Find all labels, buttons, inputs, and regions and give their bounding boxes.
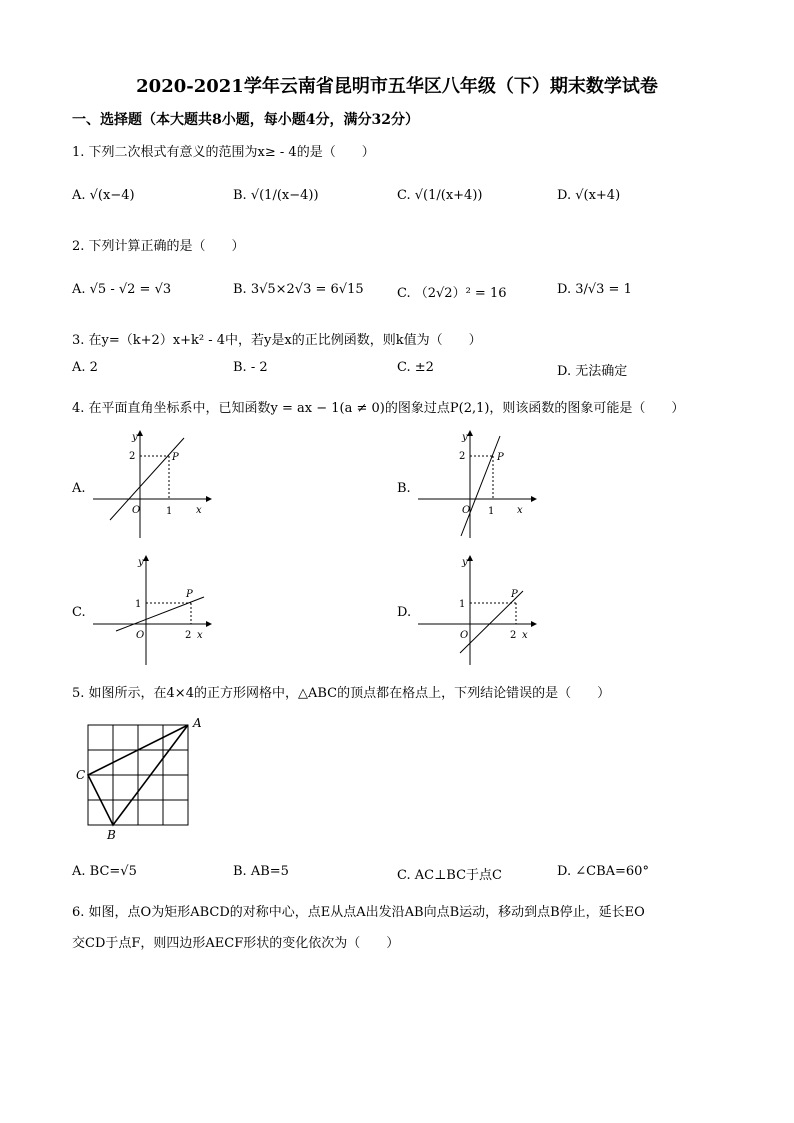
- page-title: 2020-2021学年云南省昆明市五华区八年级（下）期末数学试卷: [136, 76, 658, 97]
- question-5-stem: 5. 如图所示，在4×4的正方形网格中，△ABC的顶点都在格点上，下列结论错误的是（ ）: [72, 686, 611, 701]
- q1-option-c[interactable]: C. √(1/(x+4)): [397, 188, 483, 203]
- graph-c-x-label: x: [197, 630, 203, 641]
- q4-graph-b: [413, 428, 543, 552]
- q2-option-a[interactable]: A. √5 - √2 = √3: [72, 282, 172, 297]
- graph-d-tick-2: 2: [510, 630, 517, 641]
- graph-c-point-p: P: [186, 589, 193, 600]
- question-6-stem-line2: 交CD于点F，则四边形AECF形状的变化依次为（ ）: [72, 936, 400, 951]
- q4-graph-a: [88, 428, 218, 552]
- q1-option-b[interactable]: B. √(1/(x−4)): [233, 188, 319, 203]
- question-6-stem-line1: 6. 如图，点O为矩形ABCD的对称中心，点E从点A出发沿AB向点B运动，移动到点B停止，延长EO: [72, 905, 645, 920]
- q4-option-c[interactable]: C.: [72, 605, 86, 620]
- q4-graph-d: [413, 553, 543, 677]
- q4-option-a[interactable]: A.: [72, 481, 86, 496]
- question-2-stem: 2. 下列计算正确的是（ ）: [72, 239, 245, 254]
- graph-b-origin: O: [462, 505, 471, 516]
- q4-option-b[interactable]: B.: [397, 481, 411, 496]
- q2-option-d[interactable]: D. 3/√3 = 1: [557, 282, 632, 297]
- question-3-stem: 3. 在y=（k+2）x+k² - 4中，若y是x的正比例函数，则k值为（ ）: [72, 333, 482, 348]
- vertex-c-label: C: [76, 768, 86, 782]
- graph-d-origin: O: [460, 630, 469, 641]
- graph-c-tick-2: 2: [185, 630, 192, 641]
- q3-option-a[interactable]: A. 2: [72, 360, 98, 375]
- graph-d-point-p: P: [511, 589, 518, 600]
- q4-graph-c: [88, 553, 218, 677]
- q5-option-b[interactable]: B. AB=5: [233, 864, 289, 879]
- q4-option-d[interactable]: D.: [397, 605, 412, 620]
- question-4-stem: 4. 在平面直角坐标系中，已知函数y = ax − 1(a ≠ 0)的图象过点P(2,1)，则该函数的图象可能是（ ）: [72, 401, 685, 416]
- graph-b-tick-2: 2: [459, 451, 466, 462]
- graph-c-origin: O: [136, 630, 145, 641]
- graph-b-x-label: x: [517, 505, 523, 516]
- q3-option-c[interactable]: C. ±2: [397, 360, 434, 375]
- vertex-a-label: A: [193, 716, 202, 730]
- q5-option-a[interactable]: A. BC=√5: [72, 864, 137, 879]
- q1-option-d[interactable]: D. √(x+4): [557, 188, 621, 203]
- q3-option-d[interactable]: D. 无法确定: [557, 364, 628, 379]
- section-heading: 一、选择题（本大题共8小题，每小题4分，满分32分）: [72, 112, 419, 128]
- graph-a-tick-2: 2: [129, 451, 136, 462]
- q1-option-a[interactable]: A. √(x−4): [72, 188, 135, 203]
- graph-d-tick-1: 1: [459, 599, 466, 610]
- graph-a-y-label: y: [132, 432, 138, 443]
- q5-grid-figure: [74, 713, 204, 847]
- graph-a-origin: O: [132, 505, 141, 516]
- question-1-stem: 1. 下列二次根式有意义的范围为x≥ - 4的是（ ）: [72, 145, 375, 160]
- graph-b-tick-1: 1: [488, 506, 495, 517]
- graph-a-point-p: P: [172, 452, 179, 463]
- graph-c-y-label: y: [138, 557, 144, 568]
- graph-d-y-label: y: [462, 557, 468, 568]
- vertex-b-label: B: [107, 828, 116, 842]
- graph-b-point-p: P: [497, 452, 504, 463]
- q5-option-d[interactable]: D. ∠CBA=60°: [557, 864, 649, 879]
- graph-d-x-label: x: [522, 630, 528, 641]
- graph-b-y-label: y: [462, 432, 468, 443]
- q5-option-c[interactable]: C. AC⊥BC于点C: [397, 868, 502, 883]
- graph-a-x-label: x: [196, 505, 202, 516]
- q2-option-c[interactable]: C. （2√2）² = 16: [397, 286, 507, 301]
- graph-a-tick-1: 1: [166, 506, 173, 517]
- q2-option-b[interactable]: B. 3√5×2√3 = 6√15: [233, 282, 364, 297]
- q3-option-b[interactable]: B. - 2: [233, 360, 268, 375]
- graph-c-tick-1: 1: [135, 599, 142, 610]
